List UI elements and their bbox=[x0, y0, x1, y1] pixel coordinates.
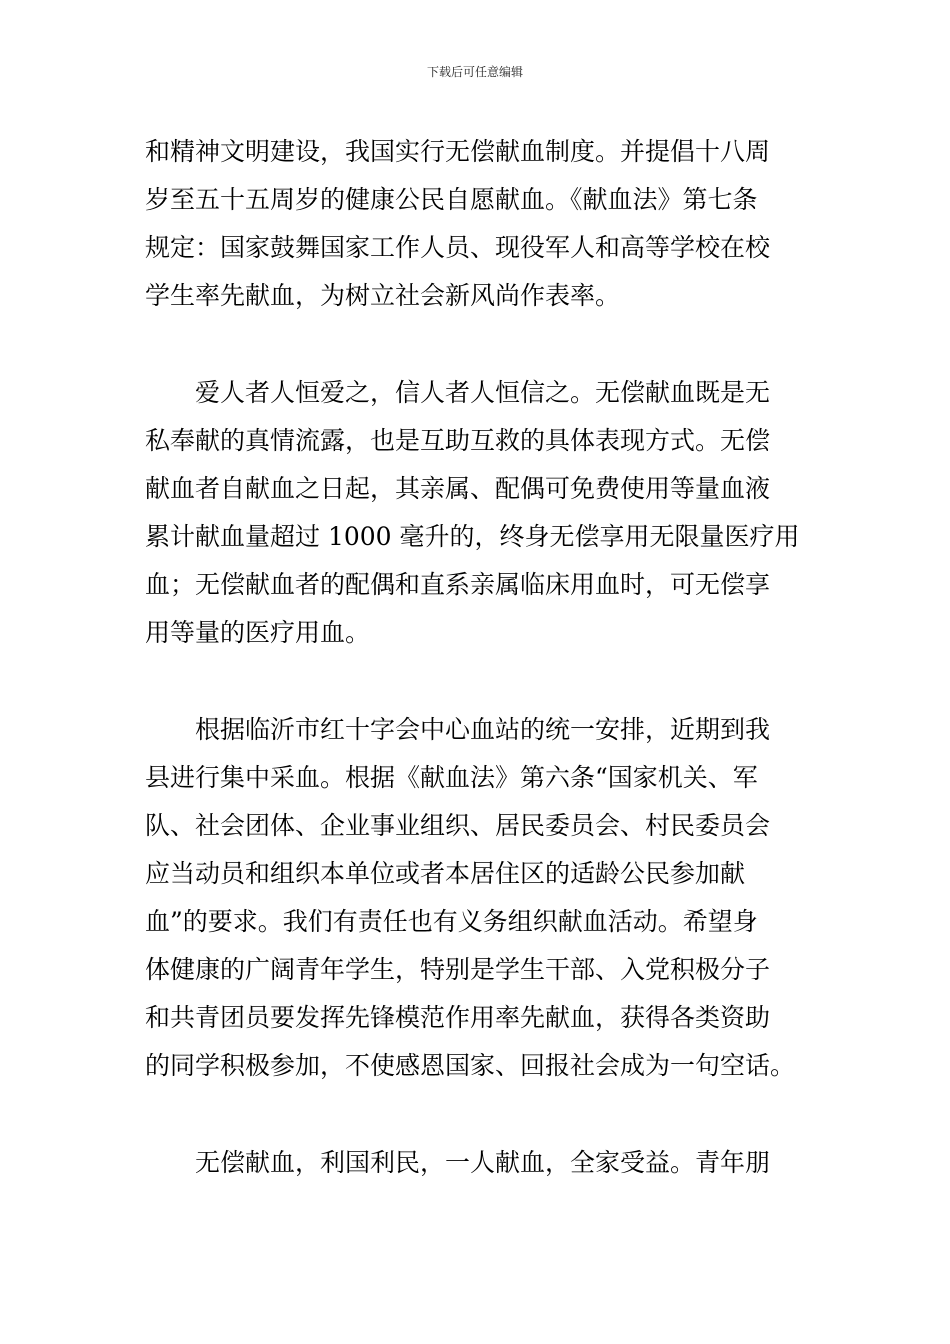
paragraph-spacer bbox=[145, 657, 810, 706]
text-line: 学生率先献血，为树立社会新风尚作表率。 bbox=[145, 281, 621, 310]
text-line: 根据临沂市红十字会中心血站的统一安排，近期到我 bbox=[145, 715, 771, 744]
text-line: 无偿献血，利国利民，一人献血，全家受益。青年朋 bbox=[145, 1148, 771, 1177]
text-line: 队、社会团体、企业事业组织、居民委员会、村民委员会 bbox=[145, 811, 771, 840]
text-line: 应当动员和组织本单位或者本居住区的适龄公民参加献 bbox=[145, 859, 746, 888]
text-line: 和共青团员要发挥先锋模范作用率先献血，获得各类资助 bbox=[145, 1003, 771, 1032]
document-body bbox=[145, 128, 810, 1187]
paragraph-3 bbox=[145, 706, 810, 1090]
paragraph-2 bbox=[145, 369, 810, 657]
paragraph-spacer bbox=[145, 320, 810, 369]
paragraph-4 bbox=[145, 1139, 810, 1187]
text-line: 的同学积极参加，不使感恩国家、回报社会成为一句空话。 bbox=[145, 1051, 796, 1080]
paragraph-spacer bbox=[145, 1090, 810, 1139]
page-header: 下载后可任意编辑 bbox=[426, 65, 523, 79]
text-line: 用等量的医疗用血。 bbox=[145, 618, 371, 647]
text-line: 私奉献的真情流露，也是互助互救的具体表现方式。无偿 bbox=[145, 426, 771, 455]
text-line: 岁至五十五周岁的健康公民自愿献血。《献血法》第七条 bbox=[145, 185, 758, 214]
paragraph-1 bbox=[145, 128, 810, 320]
text-line: 规定：国家鼓舞国家工作人员、现役军人和高等学校在校 bbox=[145, 233, 771, 262]
text-line: 血”的要求。我们有责任也有义务组织献血活动。希望身 bbox=[145, 907, 758, 936]
text-line: 和精神文明建设，我国实行无偿献血制度。并提倡十八周 bbox=[145, 137, 771, 166]
text-line: 血；无偿献血者的配偶和直系亲属临床用血时，可无偿享 bbox=[145, 570, 771, 599]
text-line: 体健康的广阔青年学生，特别是学生干部、入党积极分子 bbox=[145, 955, 771, 984]
text-line: 献血者自献血之日起，其亲属、配偶可免费使用等量血液 bbox=[145, 474, 771, 503]
text-line: 累计献血量超过 1000 毫升的，终身无偿享用无限量医疗用 bbox=[145, 522, 800, 551]
text-line: 爱人者人恒爱之，信人者人恒信之。无偿献血既是无 bbox=[145, 378, 771, 407]
text-line: 县进行集中采血。根据《献血法》第六条“国家机关、军 bbox=[145, 763, 758, 792]
